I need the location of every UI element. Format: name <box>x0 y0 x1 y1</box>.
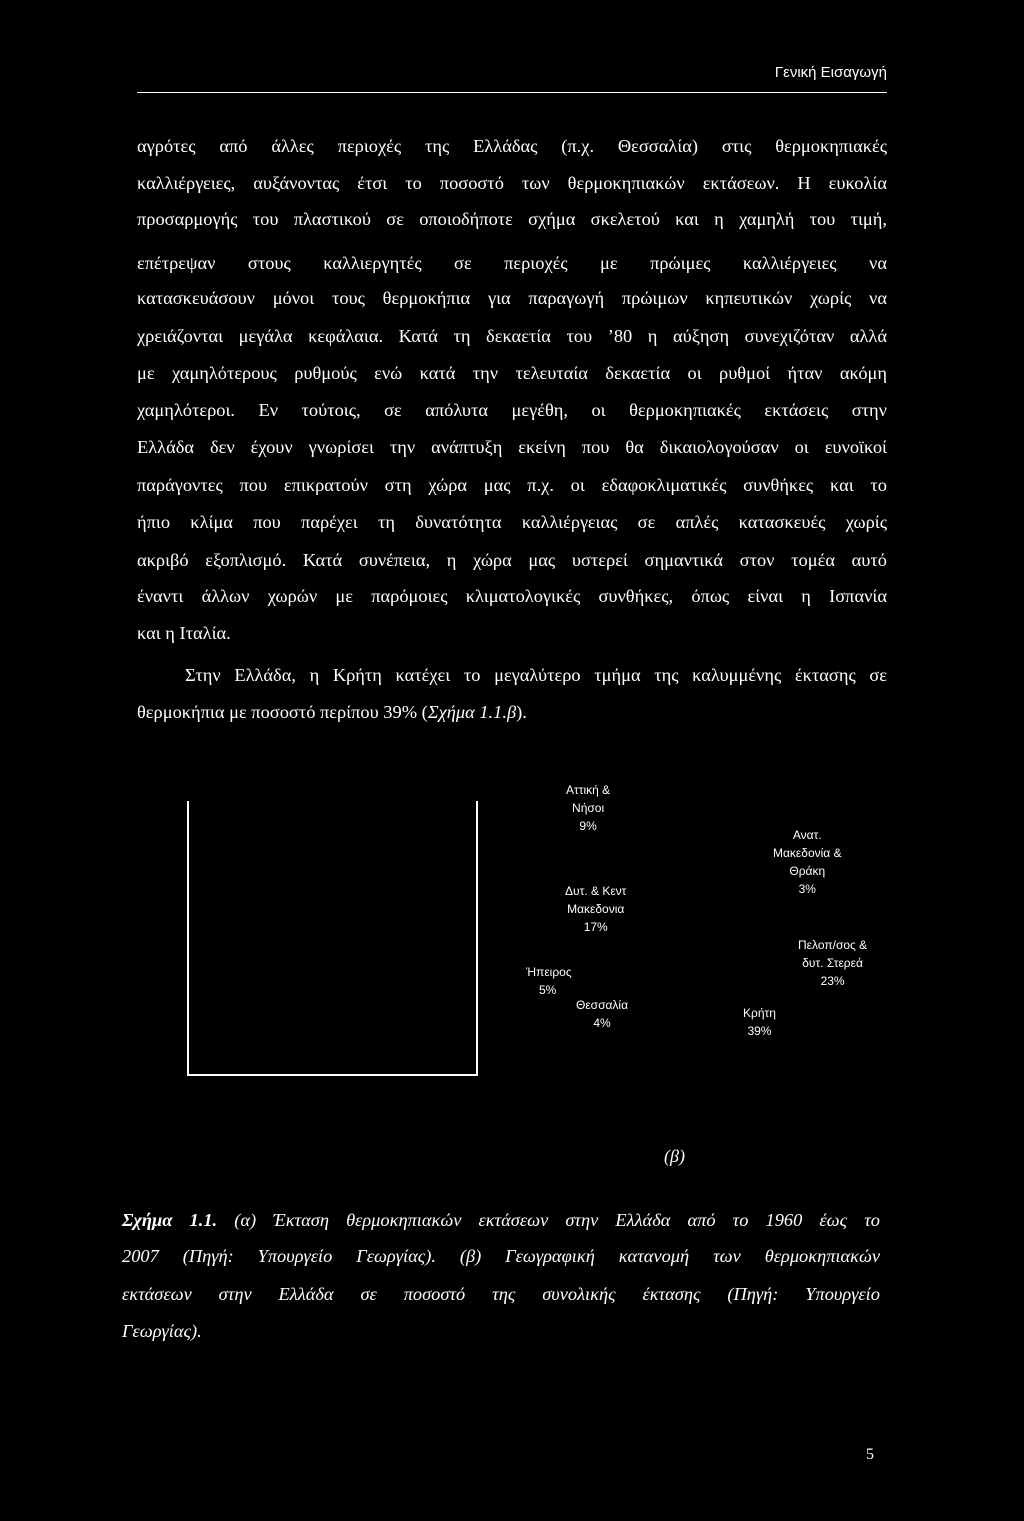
body-line: κατασκευάσουν μόνοι τους θερμοκήπια για παραγωγή πρώιμων κηπευτικών χωρίς να <box>137 288 887 308</box>
running-title: Γενική Εισαγωγή <box>774 64 887 81</box>
body-line: και η Ιταλία. <box>137 623 231 643</box>
chart-frame <box>187 801 478 1076</box>
page-number: 5 <box>866 1446 874 1463</box>
body-line: αγρότες από άλλες περιοχές της Ελλάδας (π.χ. Θεσσαλία) στις θερμοκηπιακές <box>137 136 887 156</box>
caption-text: (α) Έκταση θερμοκηπιακών εκτάσεων στην Ελλάδα από το 1960 έως το <box>217 1210 880 1230</box>
body-text: ). <box>516 702 527 722</box>
pie-label-kriti: Κρήτη 39% <box>743 1006 776 1038</box>
body-line: με χαμηλότερους ρυθμούς ενώ κατά την τελευταία δεκαετία οι ρυθμοί ήταν ακόμη <box>137 363 887 383</box>
pie-label-anat-makedonia: Ανατ. Μακεδονία & Θράκη 3% <box>773 828 842 896</box>
figure-sub-label: (β) <box>664 1146 685 1166</box>
figure-caption-line: εκτάσεων στην Ελλάδα σε ποσοστό της συνολικής έκτασης (Πηγή: Υπουργείο <box>122 1284 880 1304</box>
body-line: ακριβό εξοπλισμό. Κατά συνέπεια, η χώρα μας υστερεί σημαντικά στον τομέα αυτό <box>137 550 887 570</box>
pie-label-ipeiros: Ήπειρος 5% <box>526 965 572 997</box>
body-line: Ελλάδα δεν έχουν γνωρίσει την ανάπτυξη εκείνη που θα δικαιολογούσαν οι ευνοϊκοί <box>137 437 887 457</box>
body-line: προσαρμογής του πλαστικού σε οποιοδήποτε σχήμα σκελετού και η χαμηλή του τιμή, <box>137 209 887 229</box>
pie-label-dyt-makedonia: Δυτ. & Κεντ Μακεδονια 17% <box>565 884 627 934</box>
page-header <box>137 62 887 93</box>
body-line: χρειάζονται μεγάλα κεφάλαια. Κατά τη δεκαετία του ’80 η αύξηση συνεχιζόταν αλλά <box>137 326 887 346</box>
caption-figure-number: Σχήμα 1.1. <box>122 1210 218 1230</box>
figure-caption-line: Γεωργίας). <box>122 1321 202 1341</box>
body-line: παράγοντες που επικρατούν στη χώρα μας π.χ. οι εδαφοκλιματικές συνθήκες και το <box>137 475 887 495</box>
body-line: ήπιο κλίμα που παρέχει τη δυνατότητα καλλιέργειας σε απλές κατασκευές χωρίς <box>137 512 887 532</box>
pie-label-thessalia: Θεσσαλία 4% <box>576 998 629 1030</box>
body-text: θερμοκήπια με ποσοστό περίπου 39% ( <box>137 702 428 722</box>
figure-caption-line <box>122 1209 880 1231</box>
figure-reference: Σχήμα 1.1.β <box>427 702 517 722</box>
body-line: επέτρεψαν στους καλλιεργητές σε περιοχές με πρώιμες καλλιέργειες να <box>137 253 887 273</box>
pie-label-attiki: Αττική & Νήσοι 9% <box>566 783 611 833</box>
figure-caption-line: 2007 (Πηγή: Υπουργείο Γεωργίας). (β) Γεωγραφική κατανομή των θερμοκηπιακών <box>122 1246 880 1266</box>
body-line: έναντι άλλων χωρών με παρόμοιες κλιματολογικές συνθήκες, όπως είναι η Ισπανία <box>137 586 887 606</box>
body-line <box>137 701 887 723</box>
body-line: Στην Ελλάδα, η Κρήτη κατέχει το μεγαλύτερο τμήμα της καλυμμένης έκτασης σε <box>185 665 887 685</box>
body-line: καλλιέργειες, αυξάνοντας έτσι το ποσοστό των θερμοκηπιακών εκτάσεων. Η ευκολία <box>137 173 887 193</box>
body-line: χαμηλότεροι. Εν τούτοις, σε απόλυτα μεγέθη, οι θερμοκηπιακές εκτάσεις στην <box>137 400 887 420</box>
pie-label-peloponnisos: Πελοπ/σος & δυτ. Στερεά 23% <box>798 938 868 988</box>
